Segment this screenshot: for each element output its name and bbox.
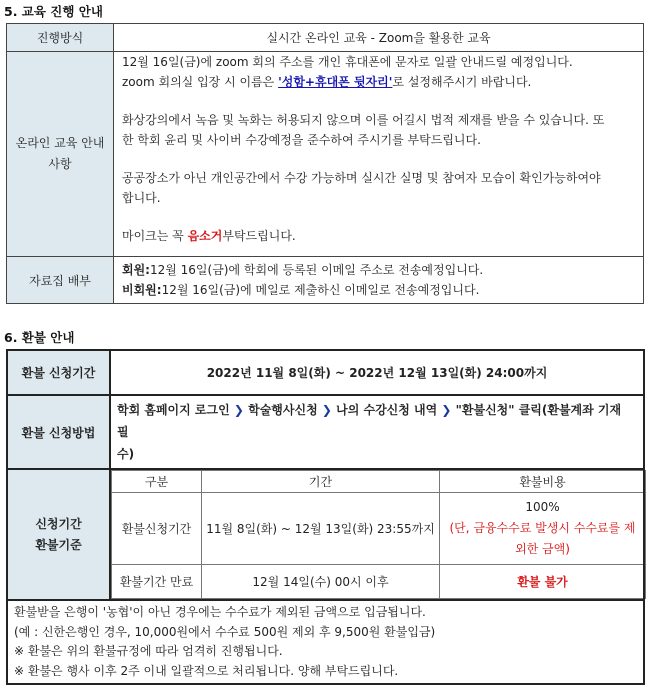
- p2-line2: 한 학회 윤리 및 사이버 수강예정을 준수하여 주시기를 부탁드립니다.: [122, 132, 481, 147]
- step-3: 나의 수강신청 내역: [336, 403, 438, 417]
- mute-highlight: 음소거: [187, 229, 223, 243]
- name-format-highlight: '성함+휴대폰 뒷자리': [278, 74, 393, 89]
- p1-line2: zoom 회의실 입장 시 이름은 '성함+휴대폰 뒷자리'로 설정해주시기 바랍니다.: [122, 74, 532, 89]
- section5-title: 5. 교육 진행 안내: [4, 4, 103, 19]
- refund-notes: [7, 600, 644, 684]
- note-2: (예 : 신한은행인 경우, 10,000원에서 수수료 500원 제외 후 9,500원 환불입금): [14, 624, 436, 639]
- p2-line1: 화상강의에서 녹음 및 녹화는 허용되지 않으며 이를 어길시 법적 제재를 받을 수 있습니다. 또: [122, 113, 605, 127]
- chevron-right-icon: ❯: [321, 403, 332, 417]
- material-info: [114, 257, 644, 304]
- p3-line2: 합니다.: [122, 190, 161, 205]
- online-info: [114, 52, 644, 257]
- refund-method-steps: [110, 395, 644, 469]
- refund-method-label: 환불 신청방법: [7, 395, 110, 469]
- education-info-table: [6, 23, 644, 304]
- method-label: 진행방식: [7, 24, 114, 52]
- row2-fee: 환불 불가: [440, 565, 646, 599]
- chevron-right-icon: ❯: [233, 403, 244, 417]
- method-value: 실시간 온라인 교육 - Zoom을 활용한 교육: [114, 24, 644, 52]
- row2-period: 12월 14일(수) 00시 이후: [202, 565, 440, 599]
- section6-title: 6. 환불 안내: [4, 330, 75, 345]
- criteria-label: 신청기간 환불기준: [7, 469, 110, 600]
- p4: 마이크는 꼭 음소거부탁드립니다.: [122, 229, 296, 243]
- nonmember-line: 비회원:12월 16일(금)에 메일로 제출하신 이메일로 전송예정입니다.: [122, 283, 480, 297]
- p1-line1: 12월 16일(금)에 zoom 회의 주소를 개인 휴대폰에 문자로 일괄 안내드릴 예정입니다.: [122, 55, 573, 69]
- refund-table: [6, 349, 645, 685]
- row1-type: 환불신청기간: [112, 493, 202, 565]
- criteria-cell: [110, 469, 644, 600]
- col-type-header: 구분: [112, 471, 202, 493]
- col-period-header: 기간: [202, 471, 440, 493]
- material-label: 자료집 배부: [7, 257, 114, 304]
- chevron-right-icon: ❯: [441, 403, 452, 417]
- online-label-line1: 온라인 교육 안내: [15, 136, 105, 150]
- criteria-table: [111, 470, 646, 599]
- step-1: 학회 홈페이지 로그인: [117, 403, 230, 417]
- member-line: 회원:12월 16일(금)에 학회에 등록된 이메일 주소로 전송예정입니다.: [122, 263, 484, 277]
- row1-fee: 100% (단, 금융수수료 발생시 수수료를 제 외한 금액): [440, 493, 646, 565]
- online-label-line2: 사항: [48, 157, 72, 171]
- row2-type: 환불기간 만료: [112, 565, 202, 599]
- online-label: [7, 52, 114, 257]
- step-2: 학술행사신청: [248, 403, 318, 417]
- step-4-cont: 수): [117, 447, 135, 461]
- note-1: 환불받을 은행이 '농협'이 아닌 경우에는 수수료가 제외된 금액으로 입금됩니다.: [14, 605, 426, 619]
- row1-period: 11월 8일(화) ~ 12월 13일(화) 23:55까지: [202, 493, 440, 565]
- note-3: ※ 환불은 위의 환불규정에 따라 엄격히 진행됩니다.: [14, 644, 283, 658]
- p3-line1: 공공장소가 아닌 개인공간에서 수강 가능하며 실시간 실명 및 참여자 모습이 확인가능하여야: [122, 171, 601, 185]
- refund-period-label: 환불 신청기간: [7, 350, 110, 395]
- note-4: ※ 환불은 행사 이후 2주 이내 일괄적으로 처리됩니다. 양해 부탁드립니다.: [14, 663, 399, 678]
- refund-period-value: 2022년 11월 8일(화) ~ 2022년 12월 13일(화) 24:00까지: [110, 350, 644, 395]
- col-fee-header: 환불비용: [440, 471, 646, 493]
- step-4: "환불신청" 클릭(환불계좌 기재 필: [117, 403, 622, 439]
